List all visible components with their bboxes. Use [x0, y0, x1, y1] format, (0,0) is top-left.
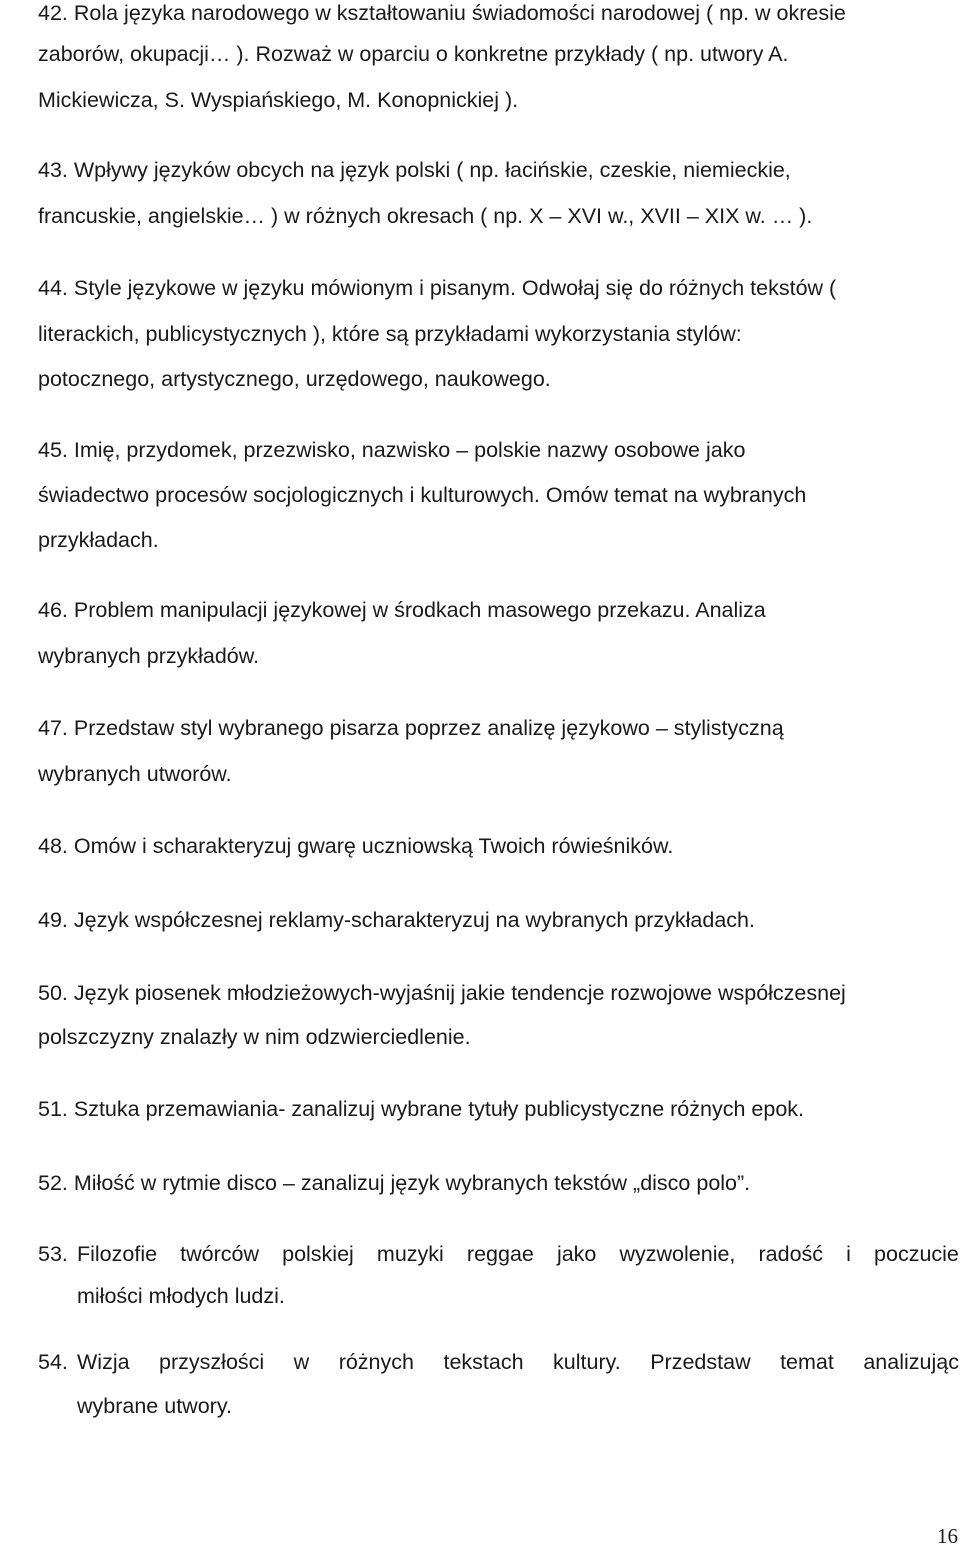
item-46-line-2: wybranych przykładów.: [38, 644, 260, 668]
item-45-line-1: 45. Imię, przydomek, przezwisko, nazwisko – polskie nazwy osobowe jako: [38, 438, 746, 462]
page-number: 16: [937, 1524, 958, 1548]
item-42-line-3: Mickiewicza, S. Wyspiańskiego, M. Konopnickiej ).: [38, 88, 519, 112]
item-54-line-2: wybrane utwory.: [77, 1394, 232, 1418]
item-50-line-2: polszczyzny znalazły w nim odzwierciedlenie.: [38, 1025, 471, 1049]
item-50-line-1: 50. Język piosenek młodzieżowych-wyjaśnij jakie tendencje rozwojowe współczesnej: [38, 981, 846, 1005]
item-44-line-1: 44. Style językowe w języku mówionym i pisanym. Odwołaj się do różnych tekstów (: [38, 276, 837, 300]
item-42-line-2: zaborów, okupacji… ). Rozważ w oparciu o konkretne przykłady ( np. utwory A.: [38, 42, 789, 66]
item-53-line-1: Filozofie twórców polskiej muzyki reggae jako wyzwolenie, radość i poczucie: [77, 1242, 959, 1266]
item-43-line-1: 43. Wpływy języków obcych na język polski ( np. łacińskie, czeskie, niemieckie,: [38, 158, 791, 182]
item-51-line-1: 51. Sztuka przemawiania- zanalizuj wybrane tytuły publicystyczne różnych epok.: [38, 1097, 805, 1121]
item-44-line-2: literackich, publicystycznych ), które są przykładami wykorzystania stylów:: [38, 322, 742, 346]
item-46-line-1: 46. Problem manipulacji językowej w środkach masowego przekazu. Analiza: [38, 598, 766, 622]
item-47-line-2: wybranych utworów.: [38, 762, 232, 786]
item-47-line-1: 47. Przedstaw styl wybranego pisarza poprzez analizę językowo – stylistyczną: [38, 716, 784, 740]
item-54-line-1: Wizja przyszłości w różnych tekstach kultury. Przedstaw temat analizując: [77, 1350, 959, 1374]
item-43-line-2: francuskie, angielskie… ) w różnych okresach ( np. X – XVI w., XVII – XIX w. … ).: [38, 204, 813, 228]
item-45-line-2: świadectwo procesów socjologicznych i kulturowych. Omów temat na wybranych: [38, 483, 807, 507]
item-52-line-1: 52. Miłość w rytmie disco – zanalizuj język wybranych tekstów „disco polo”.: [38, 1171, 751, 1195]
item-42-line-1: 42. Rola języka narodowego w kształtowaniu świadomości narodowej ( np. w okresie: [38, 1, 846, 25]
item-44-line-3: potocznego, artystycznego, urzędowego, naukowego.: [38, 367, 551, 391]
item-49-line-1: 49. Język współczesnej reklamy-scharakteryzuj na wybranych przykładach.: [38, 908, 755, 932]
item-54-number: 54.: [38, 1350, 68, 1374]
item-53-number: 53.: [38, 1242, 68, 1266]
item-45-line-3: przykładach.: [38, 528, 159, 552]
item-48-line-1: 48. Omów i scharakteryzuj gwarę uczniowską Twoich rówieśników.: [38, 834, 674, 858]
item-53-line-2: miłości młodych ludzi.: [77, 1284, 285, 1308]
